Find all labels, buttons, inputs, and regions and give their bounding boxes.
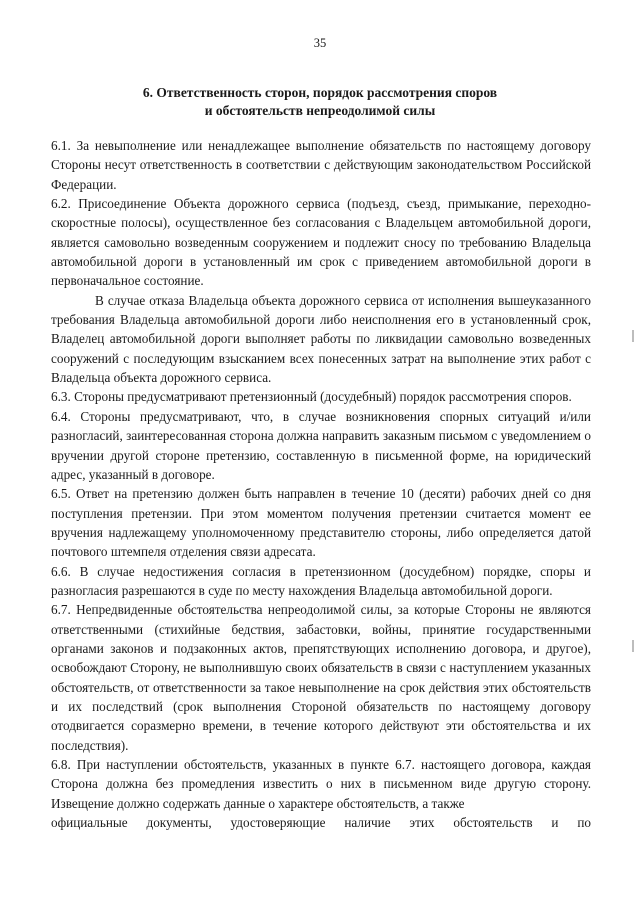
section-title <box>60 84 580 120</box>
paragraph-6-6: 6.6. В случае недостижения согласия в претензионном (досудебном) порядке, споры и разногласия разрешаются в суде по месту нахождения Владельца автомобильной дороги. <box>51 563 591 598</box>
section-title-line1: 6. Ответственность сторон, порядок рассмотрения споров <box>142 85 498 100</box>
paragraph-6-4: 6.4. Стороны предусматривают, что, в случае возникновения спорных ситуаций и/или разногласий, заинтересованная сторона должна направить заказным письмом с уведомлением о вручении другой стороне претензию, составленную в письменной форме, на юридический адрес, указанный в договоре. <box>51 408 591 482</box>
paragraph-6-2: 6.2. Присоединение Объекта дорожного сервиса (подъезд, съезд, примыкание, переходно-скоростные полосы), осуществленное без согласования с Владельцем автомобильной дороги, является самовольно возведенным сооружением и подлежит сносу по требованию Владельца автомобильной дороги в установленный им срок с приведением автомобильной дороги в первоначальное состояние. <box>51 196 591 289</box>
scan-edge-mark <box>632 330 634 342</box>
paragraph-6-1: 6.1. За невыполнение или ненадлежащее выполнение обязательств по настоящему договору Стороны несут ответственность в соответствии с действующим законодательством Российской Федерации. <box>51 138 591 192</box>
scan-edge-mark <box>632 640 634 652</box>
paragraph-6-3: 6.3. Стороны предусматривают претензионный (досудебный) порядок рассмотрения споров. <box>51 389 572 405</box>
paragraph-6-8: 6.8. При наступлении обстоятельств, указанных в пункте 6.7. настоящего договора, каждая Сторона должна без промедления известить о них в письменном виде другую сторону. Извещение должно содержать данные о характере обстоятельств, а также <box>51 757 591 811</box>
paragraph-6-8-last-line: официальные документы, удостоверяющие наличие этих обстоятельств и по <box>51 815 591 831</box>
paragraph-6-2-continuation: В случае отказа Владельца объекта дорожного сервиса от исполнения вышеуказанного требования Владельца автомобильной дороги либо неисполнения его в установленный срок, Владелец автомобильной дороги выполняет работы по ликвидации самовольно возведенных сооружений с последующим взысканием всех понесенных затрат на выполнение этих работ с Владельца объекта дорожного сервиса. <box>51 292 591 386</box>
section-title-line2: и обстоятельств непреодолимой силы <box>204 103 436 118</box>
section-body <box>51 136 591 832</box>
paragraph-6-7: 6.7. Непредвиденные обстоятельства непреодолимой силы, за которые Стороны не являются ответственными (стихийные бедствия, забастовки, войны, принятие государственными органами законов и подзаконных актов, препятствующих исполнению договора, и другое), освобождают Сторону, не выполнившую своих обязательств в связи с наступлением указанных обстоятельств, от ответственности за такое невыполнение на срок действия этих обстоятельств и их последствий (срок выполнения Стороной обязательств по настоящему договору отодвигается соразмерно времени, в течение которого действуют эти обстоятельства и их последствия). <box>51 602 591 753</box>
paragraph-6-5: 6.5. Ответ на претензию должен быть направлен в течение 10 (десяти) рабочих дней со дня поступления претензии. При этом моментом получения претензии считается момент ее вручения надлежащему уполномоченному представителю стороны, либо определяется датой почтового штемпеля отделения связи адресата. <box>51 486 591 560</box>
page-number: 35 <box>313 36 327 50</box>
